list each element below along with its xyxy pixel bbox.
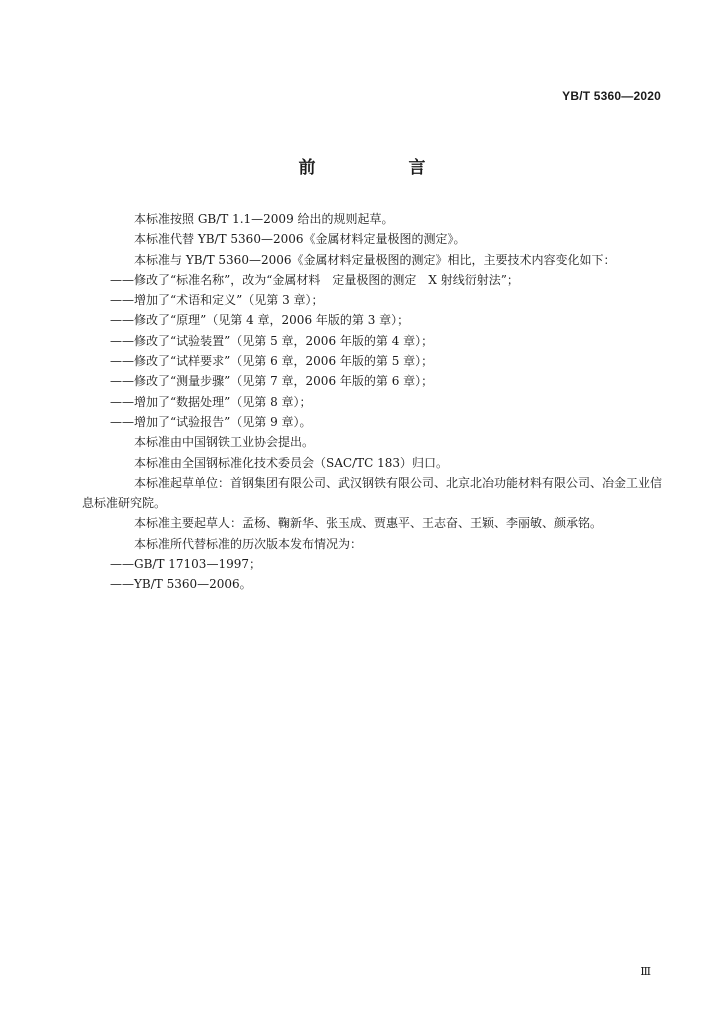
- paragraph-drafting-units-continued: 息标准研究院。: [82, 496, 167, 511]
- change-item: ——增加了“数据处理”（见第 8 章）；: [110, 394, 312, 409]
- paragraph-drafters: 本标准主要起草人：孟杨、鞠新华、张玉成、贾惠平、王志奋、王颖、李丽敏、颜承铭。: [134, 516, 603, 531]
- paragraph-proposed-by: 本标准由中国钢铁工业协会提出。: [134, 435, 315, 450]
- change-item: ——修改了“原理”（见第 4 章，2006 年版的第 3 章）；: [110, 313, 410, 328]
- change-item: ——增加了“试验报告”（见第 9 章）。: [110, 414, 312, 429]
- change-item: ——修改了“标准名称”，改为“金属材料 定量极图的测定 X 射线衍射法”；: [110, 272, 519, 287]
- paragraph-drafting-units: 本标准起草单位：首钢集团有限公司、武汉钢铁有限公司、北京北冶功能材料有限公司、冶金工业信: [134, 475, 663, 490]
- previous-version-item: ——YB/T 5360—2006。: [110, 577, 252, 592]
- standard-code: YB/T 5360—2020: [562, 89, 661, 103]
- change-item: ——修改了“试样要求”（见第 6 章，2006 年版的第 5 章）；: [110, 354, 434, 369]
- change-item: ——修改了“测量步骤”（见第 7 章，2006 年版的第 6 章）；: [110, 374, 434, 389]
- paragraph-previous-versions-intro: 本标准所代替标准的历次版本发布情况为：: [134, 536, 363, 551]
- paragraph-replaces: 本标准代替 YB/T 5360—2006《金属材料定量极图的测定》。: [134, 232, 466, 247]
- foreword-body: [82, 209, 665, 595]
- previous-version-item: ——GB/T 17103—1997；: [110, 557, 261, 572]
- section-title: 前 言: [298, 158, 464, 178]
- change-item: ——增加了“术语和定义”（见第 3 章）；: [110, 293, 324, 308]
- paragraph-comparison: 本标准与 YB/T 5360—2006《金属材料定量极图的测定》相比，主要技术内容变化如下：: [134, 252, 616, 267]
- change-item: ——修改了“试验装置”（见第 5 章，2006 年版的第 4 章）；: [110, 333, 434, 348]
- paragraph-managed-by: 本标准由全国钢标准化技术委员会（SAC/TC 183）归口。: [134, 455, 449, 470]
- paragraph-drafting-rules: 本标准按照 GB/T 1.1—2009 给出的规则起草。: [134, 212, 394, 226]
- page-number: Ⅲ: [640, 965, 651, 978]
